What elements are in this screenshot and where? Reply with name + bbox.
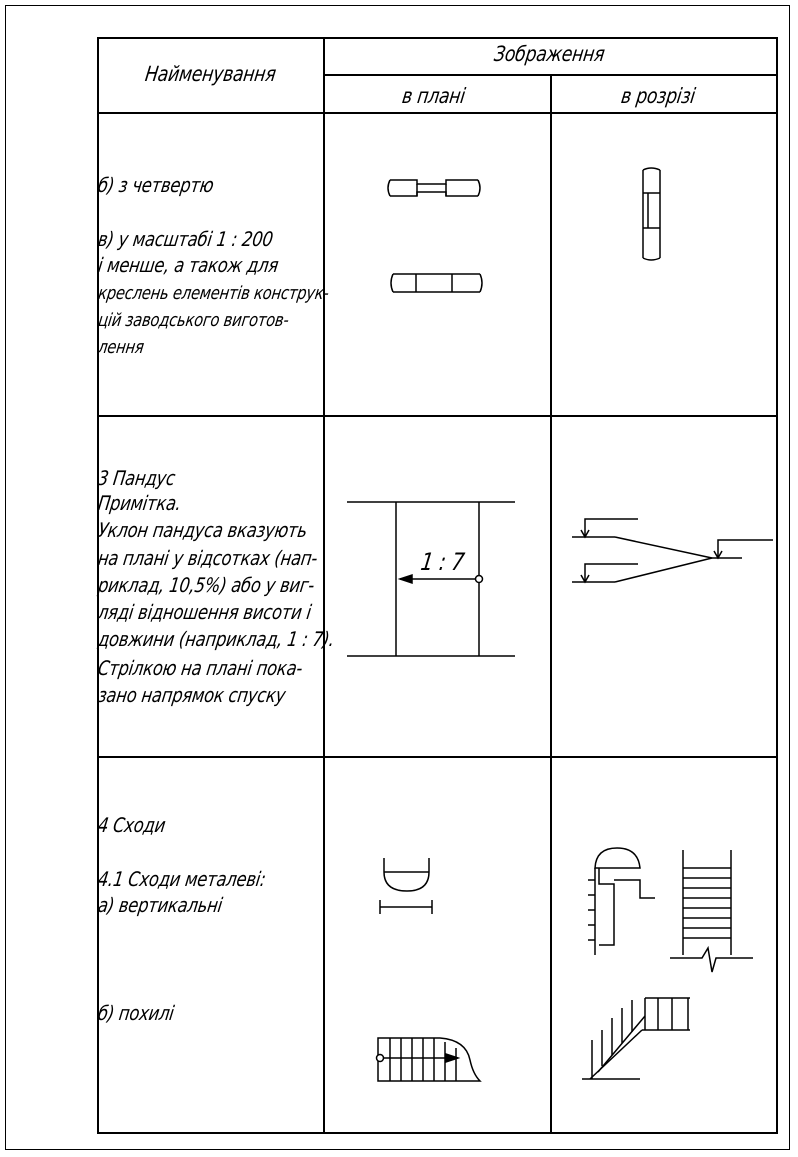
ramp-note-title: Примітка. [96, 491, 183, 515]
ramp-note-line5: довжини (наприклад, 1 : 7). [96, 627, 336, 651]
ramp-slope-label: 1 : 7 [419, 548, 466, 576]
stairs-title: 4 Сходи [96, 813, 167, 837]
row1-item-v-line3: креслень елементів конструк- [96, 283, 331, 304]
ramp-note-line2: на плані у відсотках (нап- [96, 546, 319, 570]
row1-item-v-line1: в) у масштабі 1 : 200 [96, 227, 275, 251]
row1-item-v-line2: і менше, а також для [96, 253, 280, 277]
ramp-note-line3: риклад, 10,5%) або у виг- [96, 573, 316, 597]
row1-item-b: б) з четвертю [96, 173, 216, 197]
ramp-note-line1: Уклон пандуса вказують [96, 518, 309, 542]
ramp-note-line4: ляді відношення висоти і [96, 600, 313, 624]
row1-item-v-line4: цій заводського виготов- [96, 310, 291, 331]
stairs-vertical: а) вертикальні [96, 893, 224, 917]
ramp-title: 3 Пандус [96, 466, 177, 490]
header-name: Найменування [143, 62, 278, 86]
ramp-note-line7: зано напрямок спуску [96, 683, 288, 707]
header-image: Зображення [492, 42, 607, 66]
stairs-inclined: б) похилі [96, 1001, 176, 1025]
stairs-metal-title: 4.1 Сходи металеві: [96, 867, 268, 891]
header-section: в розрізі [619, 84, 697, 108]
header-plan: в плані [400, 84, 467, 108]
ramp-note-line6: Стрілкою на плані пока- [96, 656, 304, 680]
row1-item-v-line5: лення [96, 337, 146, 358]
